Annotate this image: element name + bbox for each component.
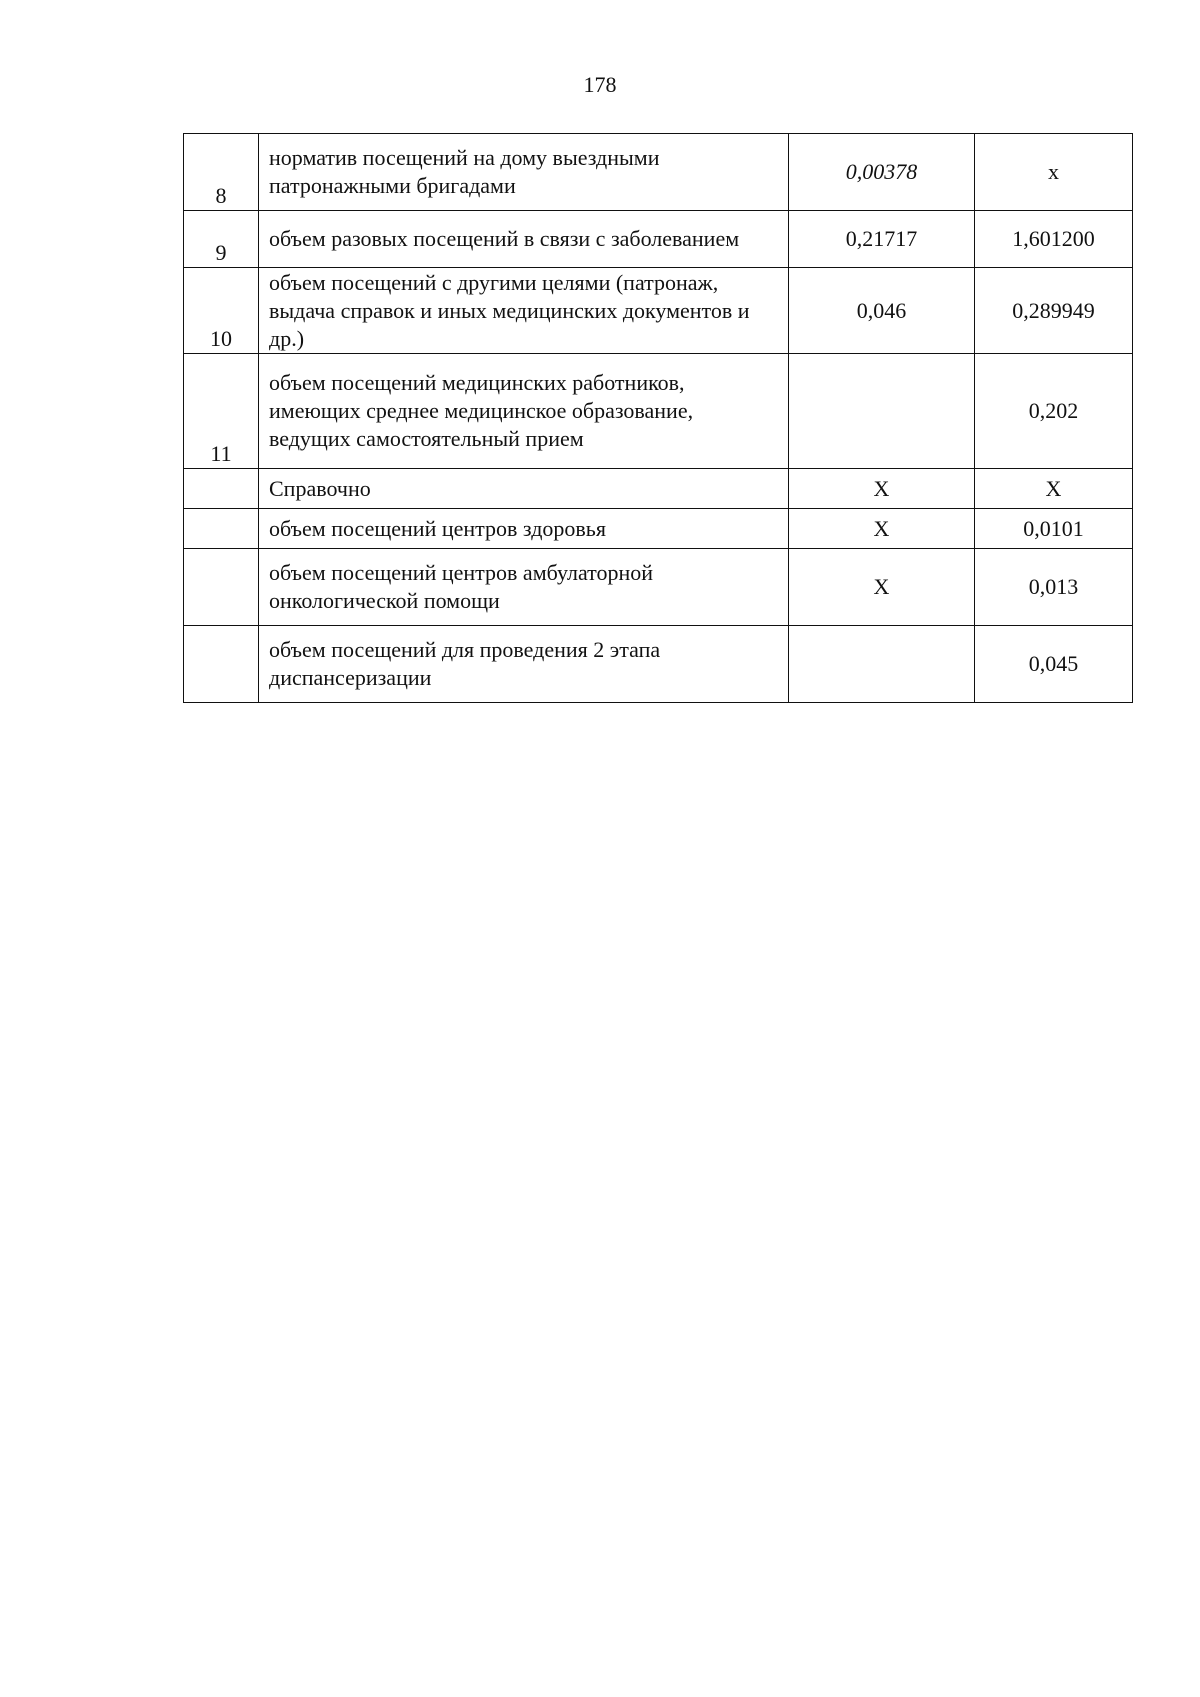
row-number	[184, 469, 259, 509]
row-value-2: 0,202	[975, 354, 1133, 469]
table-row	[184, 211, 1133, 268]
row-name: Справочно	[259, 469, 789, 509]
row-name: норматив посещений на дому выездными патронажными бригадами	[259, 134, 789, 211]
row-name: объем посещений с другими целями (патронаж, выдача справок и иных медицинских документов и др.)	[259, 268, 789, 354]
row-number: 8	[184, 134, 259, 211]
row-number: 11	[184, 354, 259, 469]
row-value-1	[789, 626, 975, 703]
table-row	[184, 469, 1133, 509]
row-value-1: X	[789, 469, 975, 509]
row-value-2: 0,289949	[975, 268, 1133, 354]
table-row	[184, 509, 1133, 549]
table-row	[184, 549, 1133, 626]
row-name: объем посещений центров амбулаторной онкологической помощи	[259, 549, 789, 626]
row-name: объем разовых посещений в связи с заболеванием	[259, 211, 789, 268]
row-value-1: X	[789, 549, 975, 626]
row-name: объем посещений медицинских работников, имеющих среднее медицинское образование, ведущих самостоятельный прием	[259, 354, 789, 469]
table-row	[184, 626, 1133, 703]
row-value-2: 1,601200	[975, 211, 1133, 268]
row-value-2: 0,0101	[975, 509, 1133, 549]
row-number	[184, 626, 259, 703]
row-value-1: 0,00378	[789, 134, 975, 211]
row-value-2: 0,045	[975, 626, 1133, 703]
row-number	[184, 509, 259, 549]
page-number: 178	[583, 72, 617, 97]
table-row	[184, 134, 1133, 211]
table-row	[184, 354, 1133, 469]
row-value-2: 0,013	[975, 549, 1133, 626]
row-name: объем посещений для проведения 2 этапа диспансеризации	[259, 626, 789, 703]
row-value-1: 0,046	[789, 268, 975, 354]
table-row	[184, 268, 1133, 354]
row-name: объем посещений центров здоровья	[259, 509, 789, 549]
row-value-1	[789, 354, 975, 469]
row-value-1: X	[789, 509, 975, 549]
indicators-table	[183, 133, 1133, 703]
row-value-1: 0,21717	[789, 211, 975, 268]
row-number	[184, 549, 259, 626]
row-number: 9	[184, 211, 259, 268]
row-number: 10	[184, 268, 259, 354]
row-value-2: х	[975, 134, 1133, 211]
row-value-2: X	[975, 469, 1133, 509]
